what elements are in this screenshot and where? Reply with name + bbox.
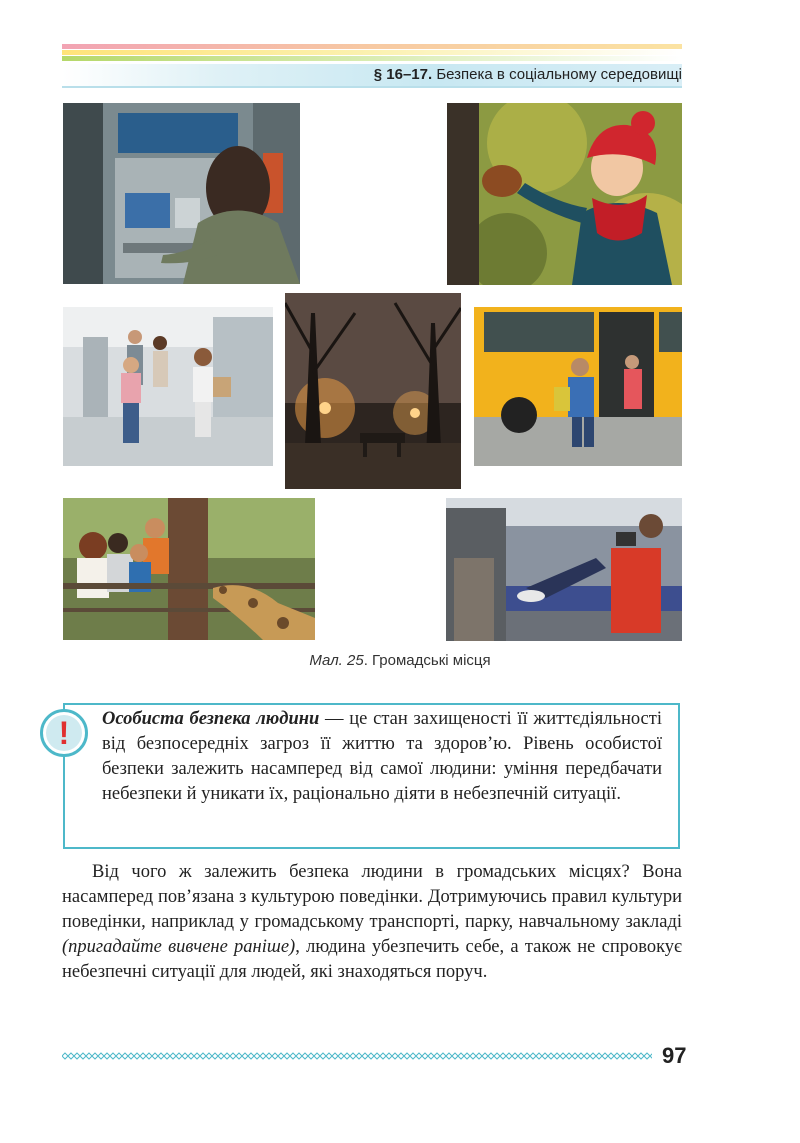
photo-bus (474, 307, 682, 466)
running-header (374, 64, 682, 86)
exclamation-icon: ! (58, 715, 70, 751)
photo-zoo (63, 498, 315, 640)
caption-label: Мал. 25 (309, 652, 364, 669)
header-stripes (62, 44, 682, 64)
body-text-2: , людина убезпечить себе, а також не спровокує небезпечні ситуації для людей, які знаходяться поруч. (62, 937, 682, 982)
section-number: § 16–17. (373, 66, 433, 83)
photo-squirrel (447, 103, 682, 285)
page-number: 97 (662, 1043, 687, 1068)
footer-ornament (62, 1050, 652, 1062)
photo-atm (63, 103, 300, 284)
body-text-1: Від чого ж залежить безпека людини в громадських місцях? Вона насамперед пов’язана з культурою поведінки. Дотримуючись правил культури поведінки, наприклад у громадському транспорті, парку, навчальному закладі (62, 862, 682, 932)
definition-body: — це стан захищеності її життєдіяльності від безпосередніх загроз її життю та здоров’ю. Рівень особистої безпеки залежить насамперед від самої людини: уміння передбачати небезпеки й уникати їх, раціонально діяти в небезпечній ситуації. (102, 709, 662, 804)
header-divider (62, 86, 682, 88)
figure-caption (0, 652, 800, 669)
body-text-italic: (пригадайте вивчене раніше) (62, 937, 296, 957)
section-title: Безпека в соціальному середовищі (436, 66, 682, 83)
photo-subway (446, 498, 682, 641)
photo-mall (63, 307, 273, 466)
caption-text: . Громадські місця (363, 652, 491, 669)
definition-term: Особиста безпека людини (102, 709, 320, 729)
definition-text (102, 707, 662, 807)
body-paragraph (62, 860, 682, 985)
photo-night-park (285, 293, 461, 489)
